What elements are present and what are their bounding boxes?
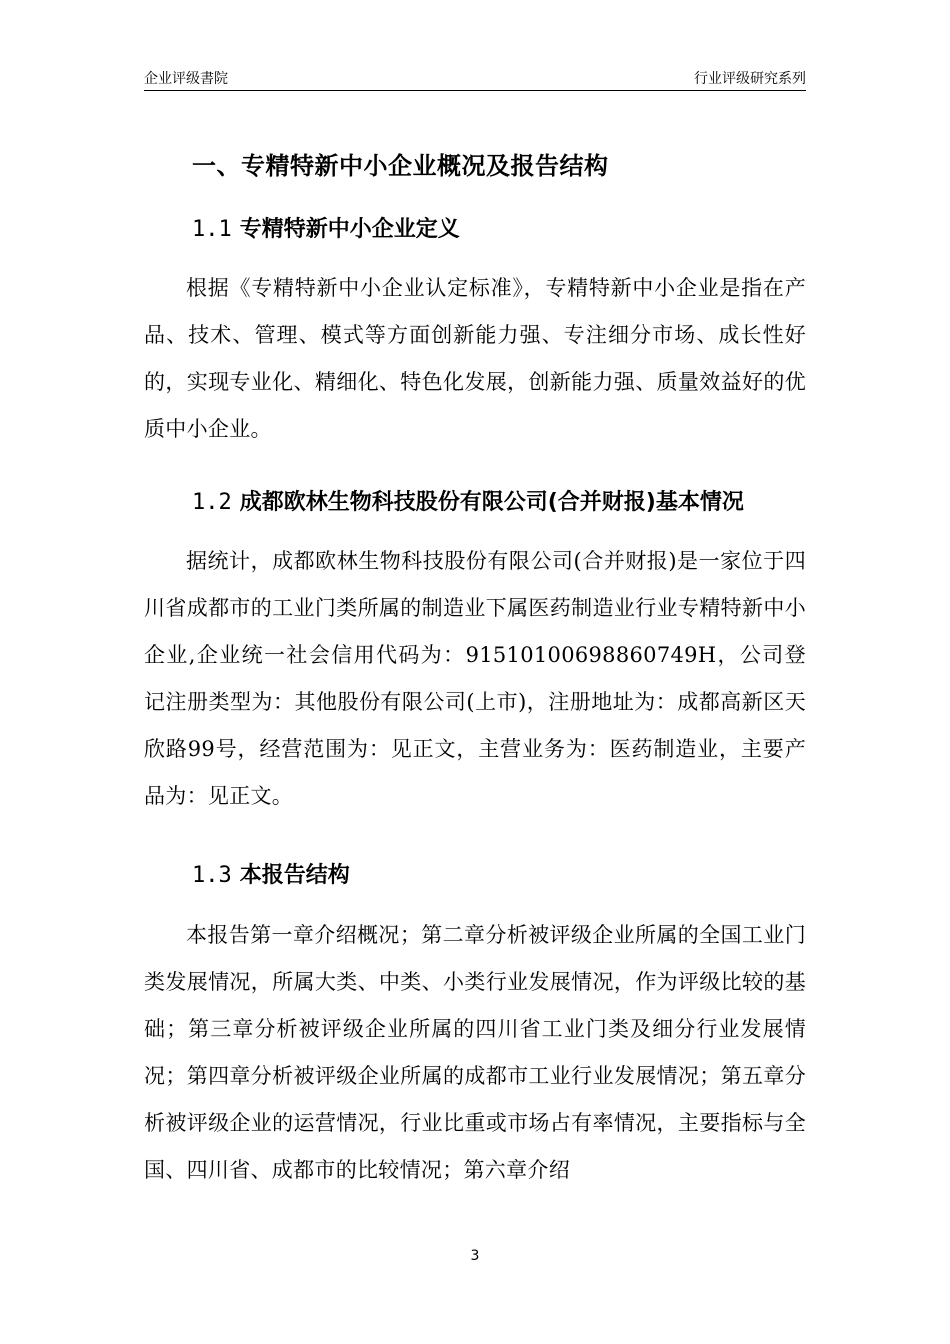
paragraph-definition: 根据《专精特新中小企业认定标准》，专精特新中小企业是指在产品、技术、管理、模式等方面创新能力强、专注细分市场、成长性好的，实现专业化、精细化、特色化发展，创新能力强、质量效益好的优质中小企业。: [144, 276, 806, 441]
subsection-number: 1.3: [192, 863, 232, 888]
header-left-text: 企业评级書院: [144, 71, 228, 87]
subsection-heading-1-2: [192, 485, 744, 516]
page-header: [144, 68, 806, 91]
subsection-title: 本报告结构: [239, 863, 350, 888]
header-right-text: 行业评级研究系列: [694, 71, 806, 87]
subsection-number: 1.2: [192, 490, 232, 515]
subsection-heading-1-3: [192, 858, 350, 889]
paragraph-company-info: 据统计，成都欧林生物科技股份有限公司(合并财报)是一家位于四川省成都市的工业门类所属的制造业下属医药制造业行业专精特新中小企业,企业统一社会信用代码为：91510100698860749H，公司登记注册类型为：其他股份有限公司(上市)，注册地址为：成都高新区天欣路99号，经营范围为：见正文，主营业务为：医药制造业，主要产品为：见正文。: [144, 549, 806, 808]
section-title: 一、专精特新中小企业概况及报告结构: [192, 152, 609, 180]
paragraph-report-structure: 本报告第一章介绍概况；第二章分析被评级企业所属的全国工业门类发展情况，所属大类、中类、小类行业发展情况，作为评级比较的基础；第三章分析被评级企业所属的四川省工业门类及细分行业发展情况；第四章分析被评级企业所属的成都市工业行业发展情况；第五章分析被评级企业的运营情况，行业比重或市场占有率情况，主要指标与全国、四川省、成都市的比较情况；第六章介绍: [144, 923, 806, 1182]
subsection-heading-1-1: [192, 212, 460, 243]
subsection-title: 成都欧林生物科技股份有限公司(合并财报)基本情况: [239, 490, 744, 515]
subsection-number: 1.1: [192, 217, 232, 242]
page-number: 3: [470, 1248, 480, 1264]
subsection-title: 专精特新中小企业定义: [239, 217, 460, 242]
